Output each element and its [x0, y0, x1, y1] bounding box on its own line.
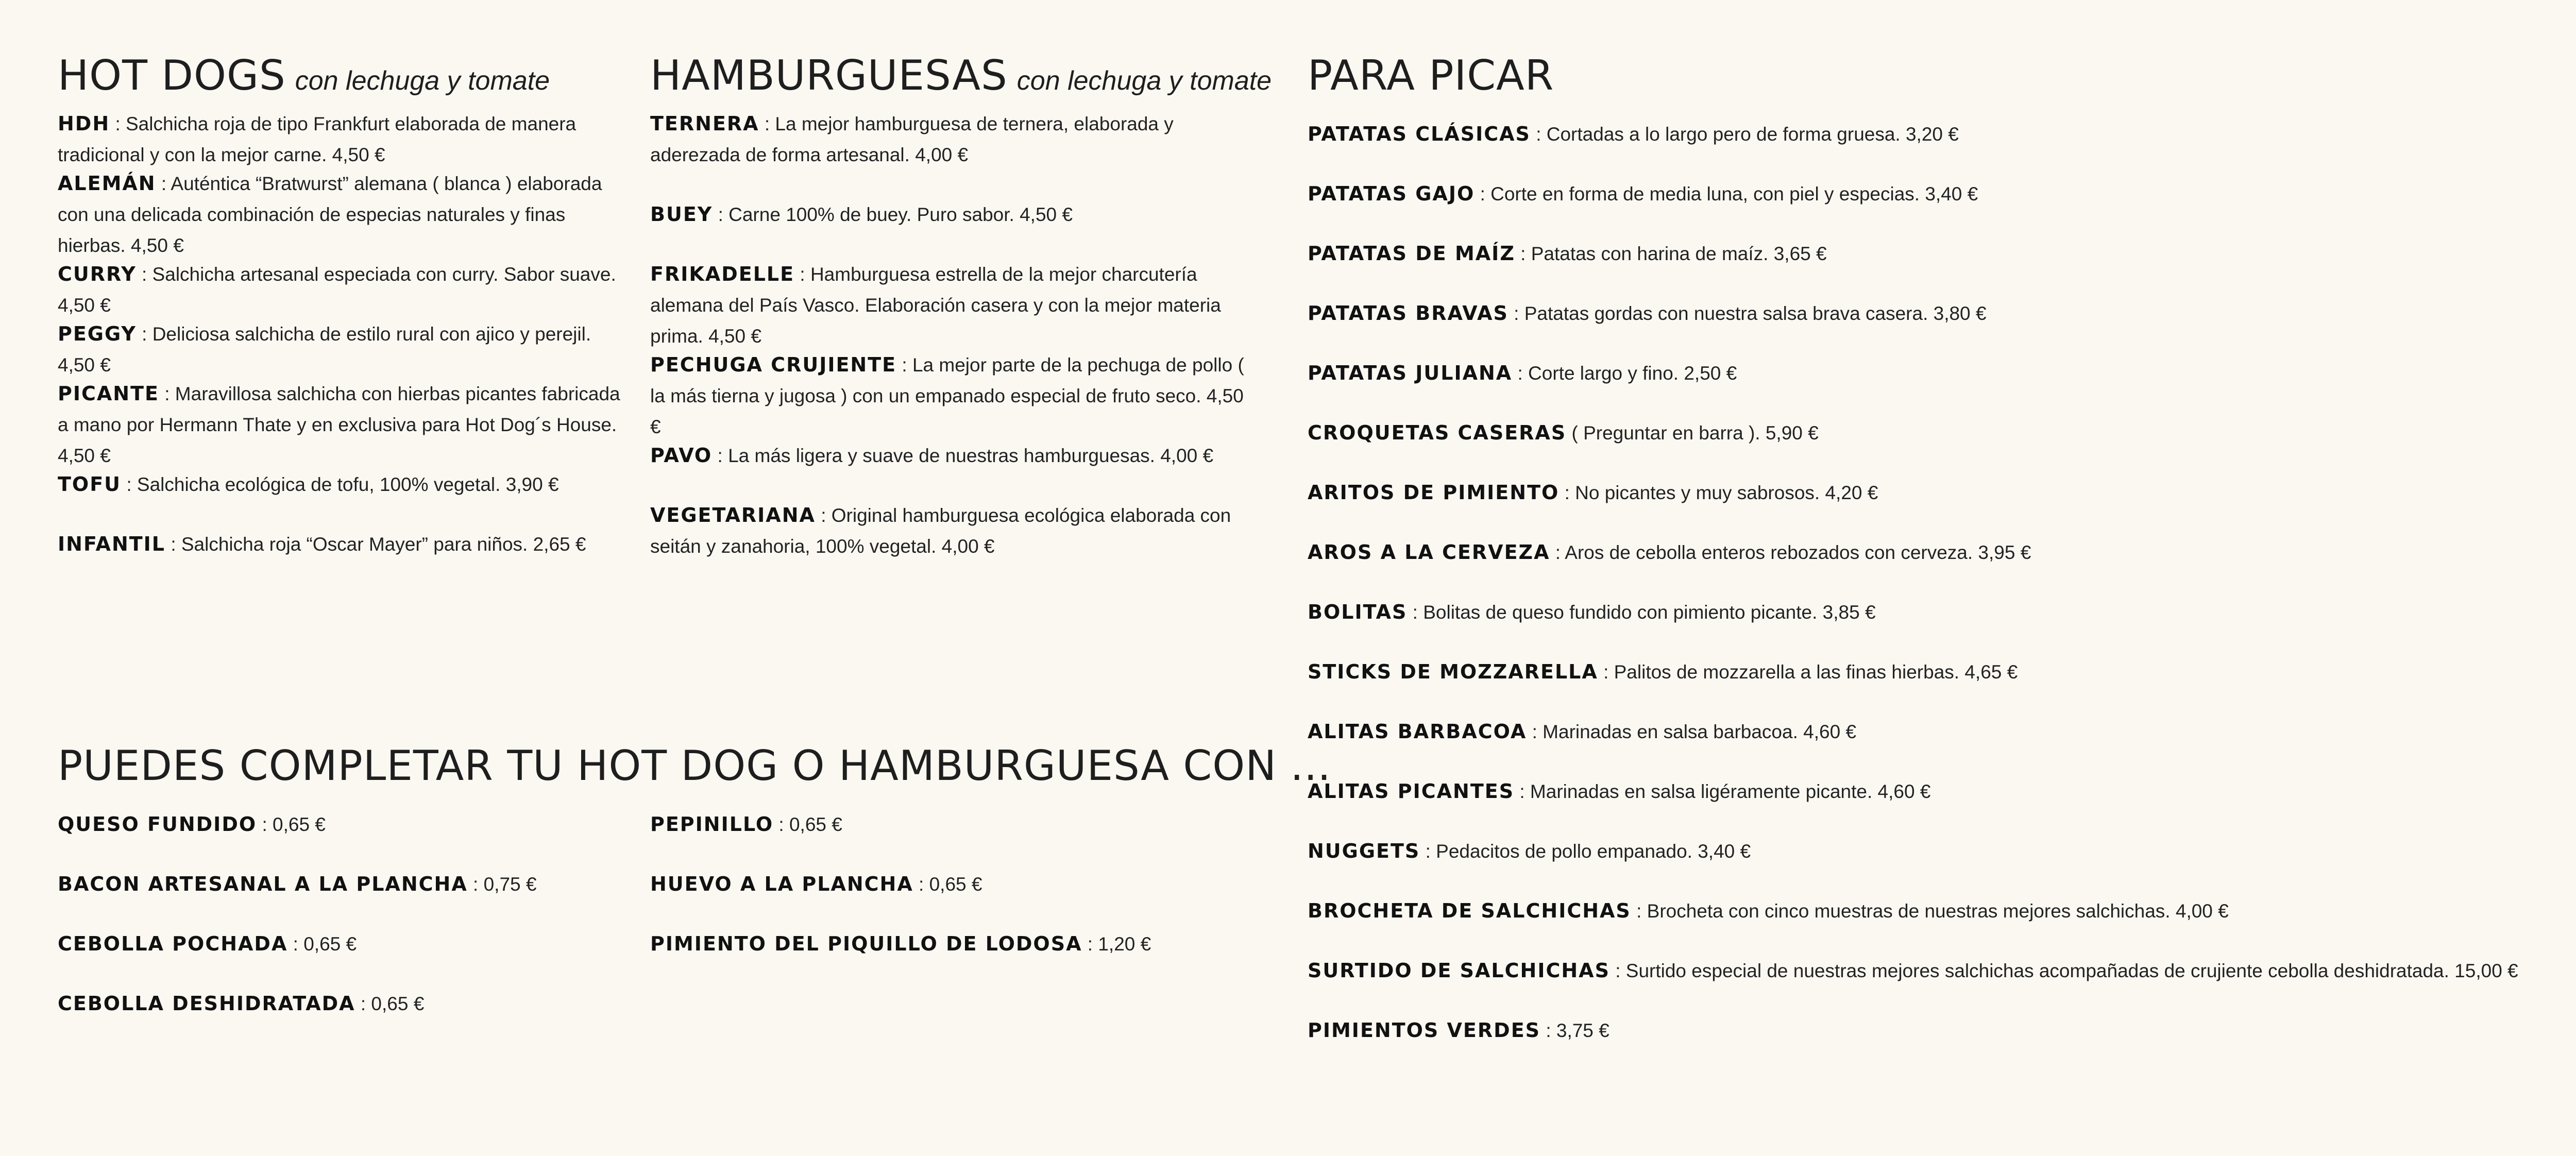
- complementos-col-2: [650, 809, 1258, 959]
- item-description: : Aros de cebolla enteros rebozados con cerveza. 3,95 €: [1555, 542, 2031, 563]
- para-picar-title: PARA PICAR: [1308, 52, 1554, 99]
- item-name: PIMIENTOS VERDES: [1308, 1019, 1541, 1042]
- item-description: : Salchicha roja de tipo Frankfurt elaborada de manera tradicional y con la mejor carne. 4,50 €: [58, 113, 577, 165]
- item-name: ALITAS PICANTES: [1308, 780, 1515, 803]
- item-name: PICANTE: [58, 382, 159, 405]
- item-description: : Auténtica “Bratwurst” alemana ( blanca ) elaborada con una delicada combinación de especias naturales y finas hierbas. 4,50 €: [58, 173, 602, 256]
- item-name: HUEVO A LA PLANCHA: [650, 873, 913, 895]
- hot-dogs-subtitle: con lechuga y tomate: [295, 66, 550, 96]
- item-name: PAVO: [650, 444, 713, 467]
- item-description: : 3,75 €: [1546, 1020, 1609, 1041]
- item-price: : 0,75 €: [473, 874, 537, 895]
- item-name: HDH: [58, 112, 110, 135]
- item-description: : Hamburguesa estrella de la mejor charcutería alemana del País Vasco. Elaboración casera y con la mejor materia prima. 4,50 €: [650, 264, 1221, 347]
- item-name: CEBOLLA DESHIDRATADA: [58, 992, 355, 1015]
- extra-item-queso: [58, 809, 624, 869]
- item-description: : Salchicha roja “Oscar Mayer” para niños. 2,65 €: [171, 534, 586, 555]
- snack-item: [1308, 477, 2493, 537]
- item-description: ( Preguntar en barra ). 5,90 €: [1571, 422, 1819, 444]
- hamburguesas-title: HAMBURGUESAS: [650, 52, 1008, 99]
- hot-dog-item-peggy: [58, 318, 624, 378]
- snack-item: [1308, 178, 2493, 238]
- item-name: PATATAS GAJO: [1308, 182, 1475, 205]
- para-picar-header: [1308, 52, 2493, 118]
- snack-item: [1308, 836, 2493, 895]
- item-name: PATATAS JULIANA: [1308, 362, 1513, 384]
- item-name: PATATAS CLÁSICAS: [1308, 123, 1531, 145]
- burger-item-pavo: [650, 440, 1258, 500]
- snack-item: [1308, 716, 2493, 776]
- extra-item-pimiento: [650, 928, 1258, 959]
- item-description: : Patatas gordas con nuestra salsa brava casera. 3,80 €: [1514, 303, 1987, 324]
- item-name: PATATAS BRAVAS: [1308, 302, 1509, 325]
- item-description: : Bolitas de queso fundido con pimiento picante. 3,85 €: [1412, 602, 1876, 623]
- item-name: AROS A LA CERVEZA: [1308, 541, 1550, 564]
- complementos-title: PUEDES COMPLETAR TU HOT DOG O HAMBURGUESA CON ...: [58, 742, 1331, 790]
- item-description: : Marinadas en salsa barbacoa. 4,60 €: [1532, 721, 1857, 742]
- snack-item: [1308, 1015, 2493, 1046]
- item-name: PIMIENTO DEL PIQUILLO DE LODOSA: [650, 932, 1082, 955]
- item-price: : 0,65 €: [360, 993, 425, 1014]
- extra-item-cebolla-pochada: [58, 928, 624, 988]
- hamburguesas-subtitle: con lechuga y tomate: [1016, 66, 1272, 96]
- item-description: : La mejor parte de la pechuga de pollo ( la más tierna y jugosa ) con un empanado especial de fruto seco. 4,50 €: [650, 354, 1244, 437]
- item-name: INFANTIL: [58, 533, 166, 555]
- item-description: : Salchicha artesanal especiada con curry. Sabor suave. 4,50 €: [58, 264, 616, 316]
- snack-item: [1308, 537, 2493, 597]
- item-name: PECHUGA CRUJIENTE: [650, 353, 897, 376]
- item-description: : Cortadas a lo largo pero de forma gruesa. 3,20 €: [1536, 124, 1959, 145]
- complementos-header: [58, 742, 1331, 809]
- item-description: : Salchicha ecológica de tofu, 100% vegetal. 3,90 €: [126, 474, 559, 495]
- item-description: : No picantes y muy sabrosos. 4,20 €: [1564, 482, 1878, 503]
- complementos-col-1: [58, 809, 624, 1019]
- hot-dogs-section: [58, 52, 624, 559]
- item-name: CEBOLLA POCHADA: [58, 932, 288, 955]
- item-description: : Pedacitos de pollo empanado. 3,40 €: [1425, 841, 1751, 862]
- hamburguesas-header: [650, 52, 1272, 108]
- hot-dog-item-hdh: [58, 108, 624, 168]
- item-description: : Corte en forma de media luna, con piel y especias. 3,40 €: [1480, 183, 1978, 205]
- snack-item: [1308, 118, 2493, 178]
- snack-item: [1308, 358, 2493, 417]
- item-description: : La más ligera y suave de nuestras hamburguesas. 4,00 €: [717, 445, 1214, 466]
- item-name: PATATAS DE MAÍZ: [1308, 242, 1515, 265]
- item-description: : Marinadas en salsa ligéramente picante. 4,60 €: [1519, 781, 1931, 802]
- item-name: BUEY: [650, 203, 713, 226]
- item-description: : Maravillosa salchicha con hierbas picantes fabricada a mano por Hermann Thate y en exclusiva para Hot Dog´s House. 4,50 €: [58, 383, 620, 466]
- hot-dog-item-aleman: [58, 168, 624, 259]
- item-name: ALEMÁN: [58, 172, 156, 195]
- item-price: : 0,65 €: [293, 933, 357, 955]
- item-price: : 1,20 €: [1087, 933, 1151, 955]
- item-name: PEGGY: [58, 322, 137, 345]
- burger-item-ternera: [650, 108, 1258, 199]
- item-description: : Brocheta con cinco muestras de nuestras mejores salchichas. 4,00 €: [1636, 900, 2229, 922]
- item-name: BACON ARTESANAL A LA PLANCHA: [58, 873, 468, 895]
- snack-item: [1308, 417, 2493, 477]
- extra-item-cebolla-deshidratada: [58, 988, 624, 1019]
- item-description: : Surtido especial de nuestras mejores salchichas acompañadas de crujiente cebolla deshidratada. 15,00 €: [1615, 960, 2518, 981]
- item-price: : 0,65 €: [919, 874, 982, 895]
- item-name: BOLITAS: [1308, 601, 1408, 623]
- item-name: STICKS DE MOZZARELLA: [1308, 660, 1598, 683]
- item-price: : 0,65 €: [262, 814, 326, 835]
- snack-item: [1308, 955, 2518, 1015]
- snack-item: [1308, 895, 2493, 955]
- item-description: : Patatas con harina de maíz. 3,65 €: [1520, 243, 1827, 264]
- item-description: : Corte largo y fino. 2,50 €: [1517, 363, 1737, 384]
- item-name: PEPINILLO: [650, 813, 774, 836]
- extra-item-pepinillo: [650, 809, 1258, 869]
- item-description: : Original hamburguesa ecológica elaborada con seitán y zanahoria, 100% vegetal. 4,00 €: [650, 505, 1231, 557]
- item-description: : La mejor hamburguesa de ternera, elaborada y aderezada de forma artesanal. 4,00 €: [650, 113, 1174, 165]
- item-name: BROCHETA DE SALCHICHAS: [1308, 899, 1631, 922]
- extra-item-huevo: [650, 869, 1258, 928]
- item-name: CURRY: [58, 263, 137, 285]
- item-name: FRIKADELLE: [650, 263, 795, 285]
- item-name: QUESO FUNDIDO: [58, 813, 257, 836]
- hot-dogs-header: [58, 52, 624, 108]
- snack-item: [1308, 298, 2493, 358]
- snack-item: [1308, 776, 2493, 836]
- item-name: SURTIDO DE SALCHICHAS: [1308, 959, 1610, 982]
- para-picar-section: [1308, 52, 2518, 1046]
- item-name: NUGGETS: [1308, 840, 1420, 862]
- item-name: ARITOS DE PIMIENTO: [1308, 481, 1560, 504]
- hamburguesas-section: [650, 52, 1272, 562]
- burger-item-frikadelle: [650, 259, 1258, 349]
- hot-dogs-title: HOT DOGS: [58, 52, 286, 99]
- extra-item-bacon: [58, 869, 624, 928]
- hot-dog-item-curry: [58, 259, 624, 318]
- burger-item-pechuga: [650, 349, 1258, 440]
- item-name: CROQUETAS CASERAS: [1308, 421, 1567, 444]
- hot-dog-item-tofu: [58, 469, 624, 529]
- snack-item: [1308, 597, 2493, 656]
- item-price: : 0,65 €: [778, 814, 842, 835]
- snack-item: [1308, 238, 2493, 298]
- burger-item-vegetariana: [650, 500, 1258, 562]
- item-name: TOFU: [58, 473, 122, 496]
- snack-item: [1308, 656, 2493, 716]
- item-name: TERNERA: [650, 112, 759, 135]
- hot-dog-item-picante: [58, 378, 624, 469]
- item-description: : Deliciosa salchicha de estilo rural con ajico y perejil. 4,50 €: [58, 324, 591, 376]
- hot-dog-item-infantil: [58, 529, 624, 559]
- item-name: ALITAS BARBACOA: [1308, 720, 1527, 743]
- item-description: : Carne 100% de buey. Puro sabor. 4,50 €: [718, 204, 1073, 225]
- complementos-section: [58, 742, 1331, 1015]
- burger-item-buey: [650, 199, 1258, 259]
- item-description: : Palitos de mozzarella a las finas hierbas. 4,65 €: [1603, 661, 2018, 683]
- item-name: VEGETARIANA: [650, 504, 816, 526]
